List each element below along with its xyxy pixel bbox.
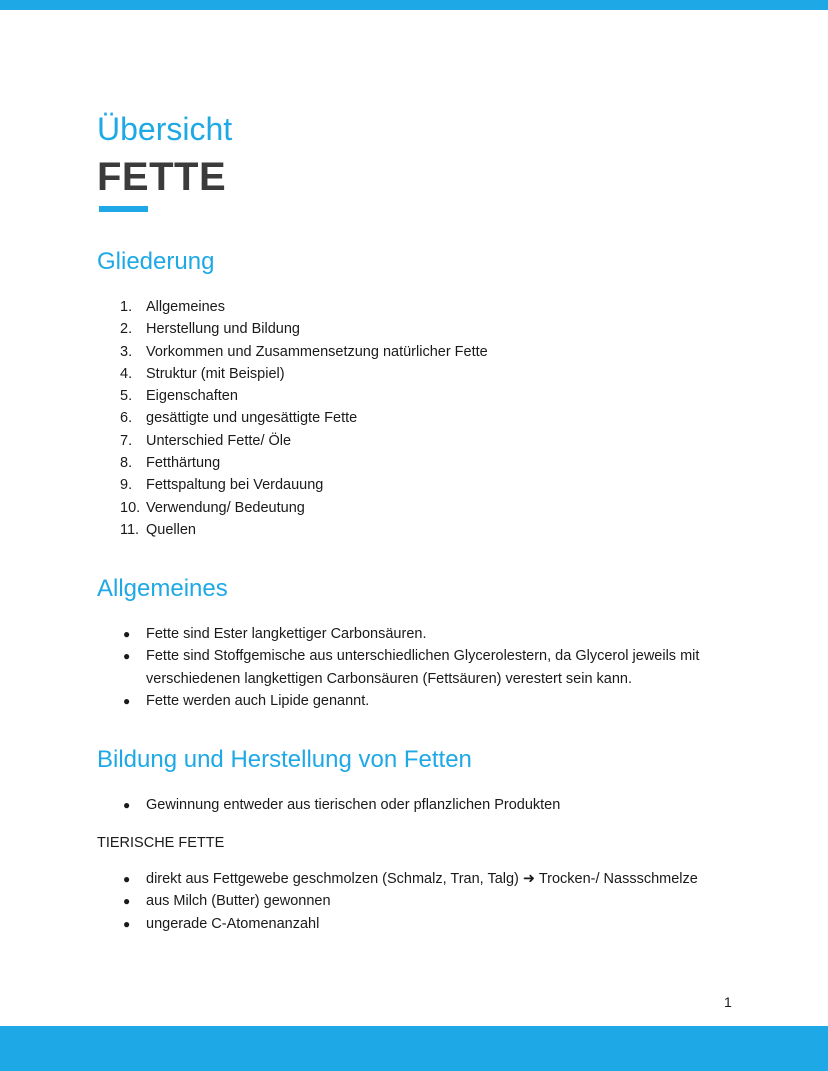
- production-heading: Bildung und Herstellung von Fetten: [97, 746, 472, 773]
- bullet-icon: ●: [123, 798, 131, 812]
- bullet-icon: ●: [123, 693, 131, 708]
- top-accent-bar: [0, 0, 828, 10]
- bullet-icon: ●: [123, 894, 131, 909]
- bullet-icon: ●: [123, 649, 131, 664]
- document-subtitle: Übersicht: [97, 111, 233, 147]
- general-heading: Allgemeines: [97, 575, 228, 602]
- document-title: FETTE: [97, 155, 227, 199]
- title-underline: [99, 206, 148, 212]
- bottom-accent-bar: [0, 1026, 828, 1071]
- page-number: 1: [724, 994, 732, 1010]
- outline-heading: Gliederung: [97, 248, 215, 275]
- bullet-icon: ●: [123, 872, 131, 886]
- bullet-icon: ●: [123, 916, 131, 931]
- bullet-icon: ●: [123, 627, 131, 641]
- animal-fats-heading: TIERISCHE FETTE: [97, 835, 225, 851]
